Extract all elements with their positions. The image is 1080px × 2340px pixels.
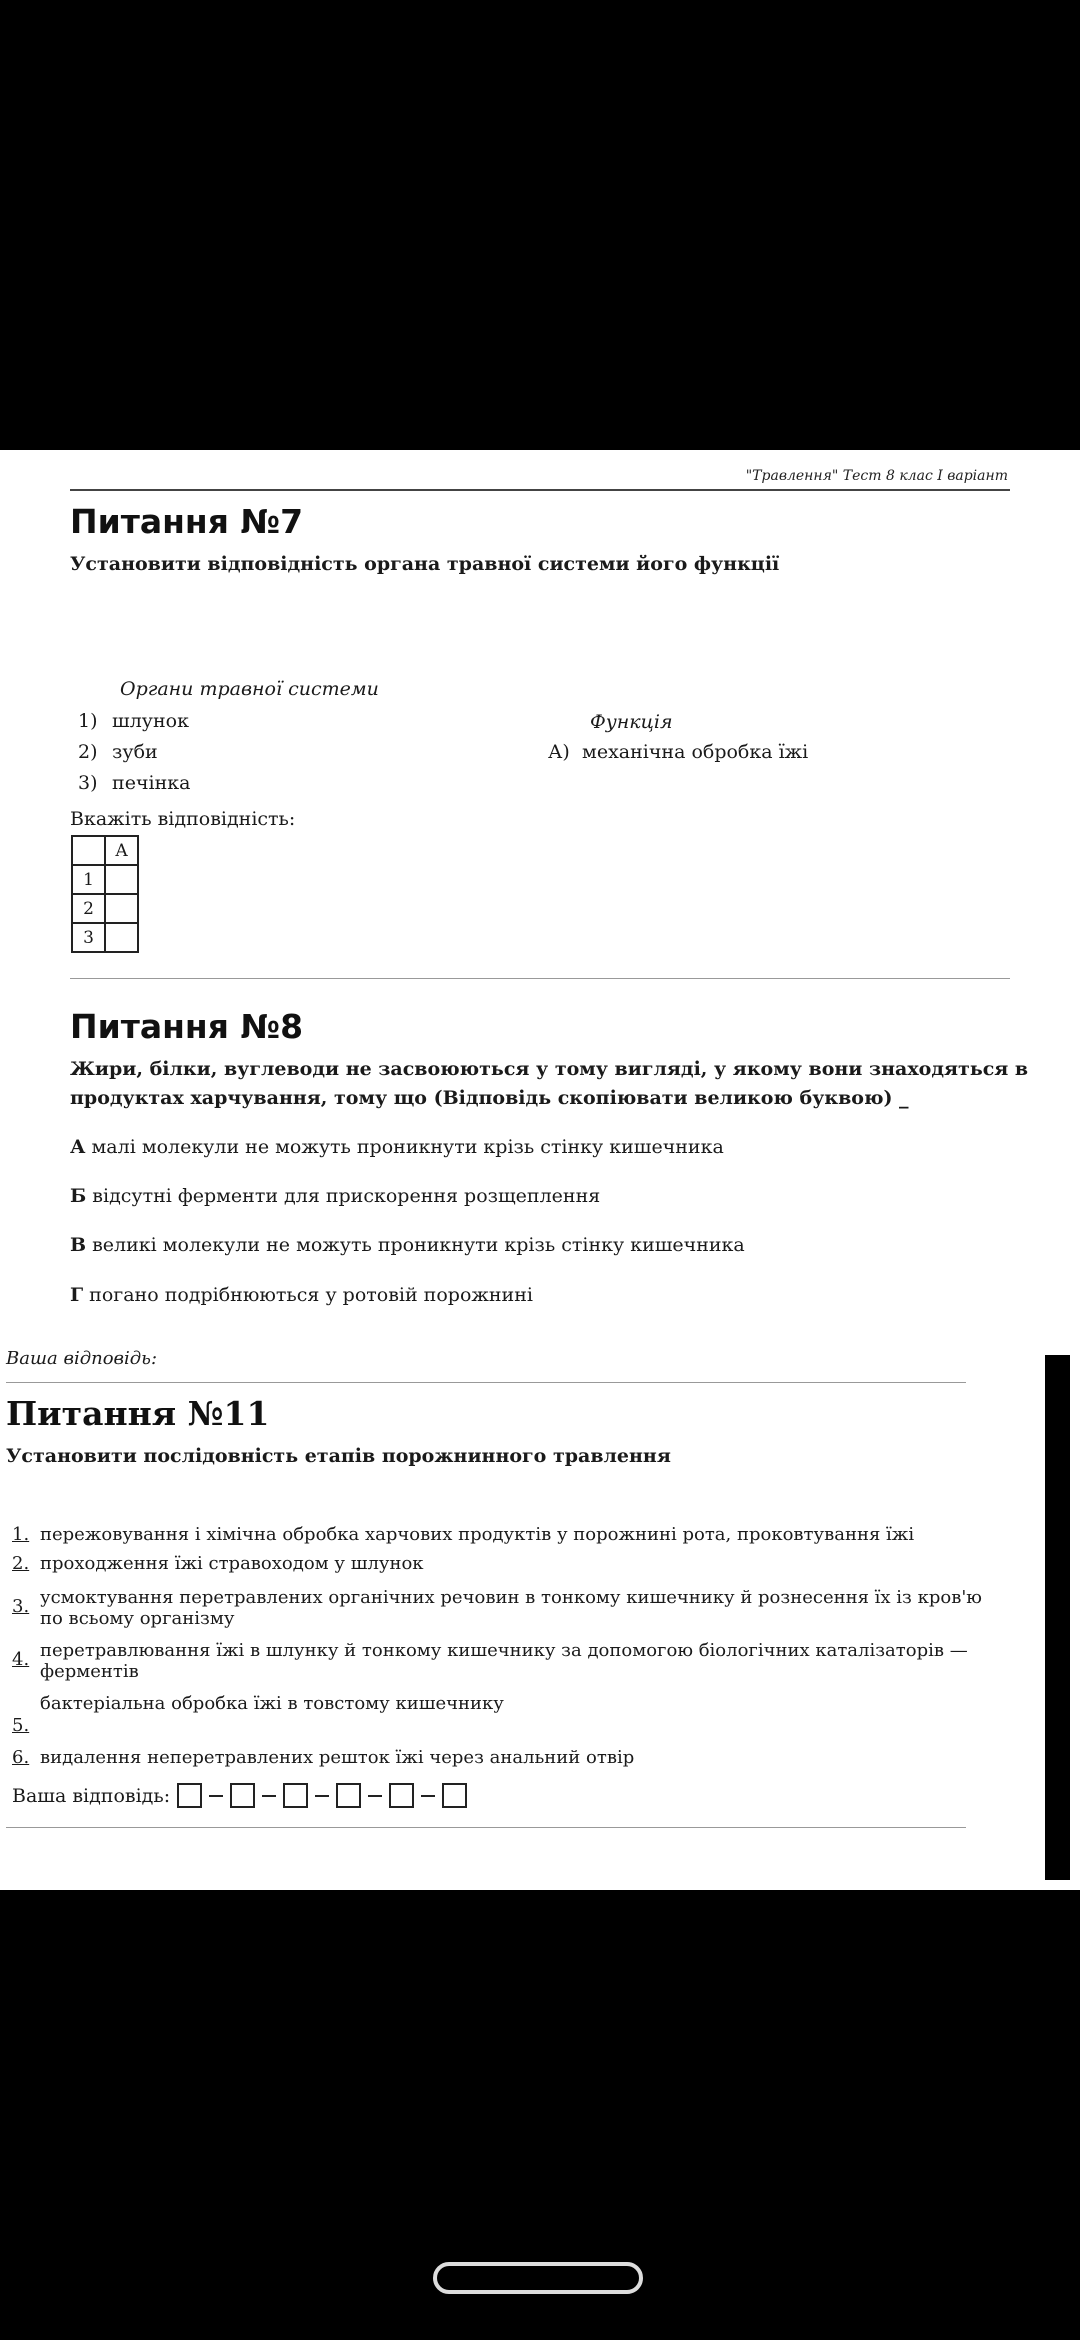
q7-function-text: механічна обробка їжі — [582, 741, 809, 763]
step-number: 3. — [12, 1596, 30, 1617]
section-divider — [70, 978, 1010, 979]
grid-row-header: 3 — [72, 923, 105, 952]
grid-row-header: 1 — [72, 865, 105, 894]
q7-organ-3 — [78, 772, 190, 794]
q7-organ-2 — [78, 741, 158, 763]
answer-box-3[interactable] — [283, 1783, 308, 1808]
option-text: великі молекули не можуть проникнути крізь стінку кишечника — [86, 1234, 745, 1256]
document-page — [0, 450, 1080, 1890]
q11-step-5 — [12, 1693, 504, 1737]
q11-title: Питання №11 — [6, 1394, 270, 1433]
q7-answer-label: Вкажіть відповідність: — [70, 808, 296, 830]
option-text: відсутні ферменти для прискорення розщеплення — [86, 1185, 601, 1207]
step-text: проходження їжі стравоходом у шлунок — [40, 1553, 424, 1574]
q7-function-a — [548, 741, 808, 763]
q8-option-b — [70, 1185, 600, 1207]
q7-organ-num: 3) — [78, 772, 98, 794]
answer-box-1[interactable] — [177, 1783, 202, 1808]
grid-answer-cell[interactable] — [105, 894, 138, 923]
step-text-cont: по всьому організму — [40, 1608, 235, 1629]
step-number: 1. — [12, 1524, 30, 1545]
dash — [315, 1795, 329, 1797]
answer-box-5[interactable] — [389, 1783, 414, 1808]
q11-prompt: Установити послідовність етапів порожнинного травлення — [6, 1445, 671, 1467]
step-number: 6. — [12, 1747, 30, 1768]
q7-organ-num: 2) — [78, 741, 98, 763]
q7-organ-num: 1) — [78, 710, 98, 732]
q8-option-v — [70, 1234, 745, 1256]
step-number: 4. — [12, 1649, 30, 1670]
grid-col-header: А — [105, 836, 138, 865]
q7-function-header: Функція — [590, 711, 673, 733]
answer-box-2[interactable] — [230, 1783, 255, 1808]
q7-organ-1 — [78, 710, 189, 732]
q8-option-g — [70, 1284, 533, 1306]
q7-organ-label: шлунок — [112, 710, 189, 732]
grid-corner — [72, 836, 105, 865]
q8-prompt-line2: продуктах харчування, тому що (Відповідь скопіювати великою буквою) _ — [70, 1087, 909, 1109]
q8-option-a — [70, 1136, 724, 1158]
step-text: перетравлювання їжі в шлунку й тонкому кишечнику за допомогою біологічних каталізаторів — — [40, 1640, 968, 1661]
q11-answer-label: Ваша відповідь: — [12, 1784, 171, 1807]
option-letter: Б — [70, 1185, 87, 1207]
q11-answer-row — [12, 1783, 470, 1808]
q11-step-6 — [12, 1747, 634, 1769]
home-indicator[interactable] — [433, 2262, 643, 2294]
step-number: 5. — [12, 1715, 30, 1736]
dash — [262, 1795, 276, 1797]
grid-answer-cell[interactable] — [105, 923, 138, 952]
step-text: пережовування і хімічна обробка харчових продуктів у порожнині рота, проковтування їжі — [40, 1524, 915, 1545]
option-letter: А — [70, 1136, 86, 1158]
q7-answer-grid — [71, 835, 139, 953]
step-text-cont: ферментів — [40, 1661, 139, 1682]
option-letter: Г — [70, 1284, 84, 1306]
step-text: видалення неперетравлених решток їжі через анальний отвір — [40, 1747, 635, 1768]
q7-organ-label: печінка — [112, 772, 191, 794]
step-number: 2. — [12, 1553, 30, 1574]
dash — [209, 1795, 223, 1797]
step-text: усмоктування перетравлених органічних речовин в тонкому кишечнику й рознесення їх із кров'ю — [40, 1587, 982, 1608]
header-rule — [70, 489, 1010, 491]
q11-step-4 — [12, 1640, 968, 1682]
q7-function-letter: А) — [548, 741, 570, 763]
running-header: "Травлення" Тест 8 клас I варіант — [745, 468, 1008, 484]
overlay-answer-label: Ваша відповідь: — [6, 1348, 158, 1369]
q7-organ-label: зуби — [112, 741, 158, 763]
q8-title: Питання №8 — [70, 1007, 304, 1046]
q7-organs-header: Органи травної системи — [120, 678, 379, 700]
q7-prompt: Установити відповідність органа травної системи його функції — [70, 553, 780, 575]
dash — [368, 1795, 382, 1797]
q7-title: Питання №7 — [70, 502, 304, 541]
step-text: бактеріальна обробка їжі в товстому кишечнику — [40, 1693, 504, 1714]
q11-step-2 — [12, 1553, 424, 1575]
grid-answer-cell[interactable] — [105, 865, 138, 894]
dash — [421, 1795, 435, 1797]
q8-prompt-line1: Жири, білки, вуглеводи не засвоюються у тому вигляді, у якому вони знаходяться в — [70, 1058, 1029, 1080]
option-text: погано подрібнюються у ротовій порожнині — [83, 1284, 533, 1306]
edge-bar — [1045, 1355, 1070, 1880]
option-text: малі молекули не можуть проникнути крізь стінку кишечника — [85, 1136, 724, 1158]
q11-step-3 — [12, 1587, 982, 1629]
option-letter: В — [70, 1234, 87, 1256]
q11-step-1 — [12, 1524, 914, 1546]
answer-box-6[interactable] — [442, 1783, 467, 1808]
overlay-bottom-divider — [6, 1827, 966, 1828]
overlay-divider — [6, 1382, 966, 1383]
grid-row-header: 2 — [72, 894, 105, 923]
answer-box-4[interactable] — [336, 1783, 361, 1808]
